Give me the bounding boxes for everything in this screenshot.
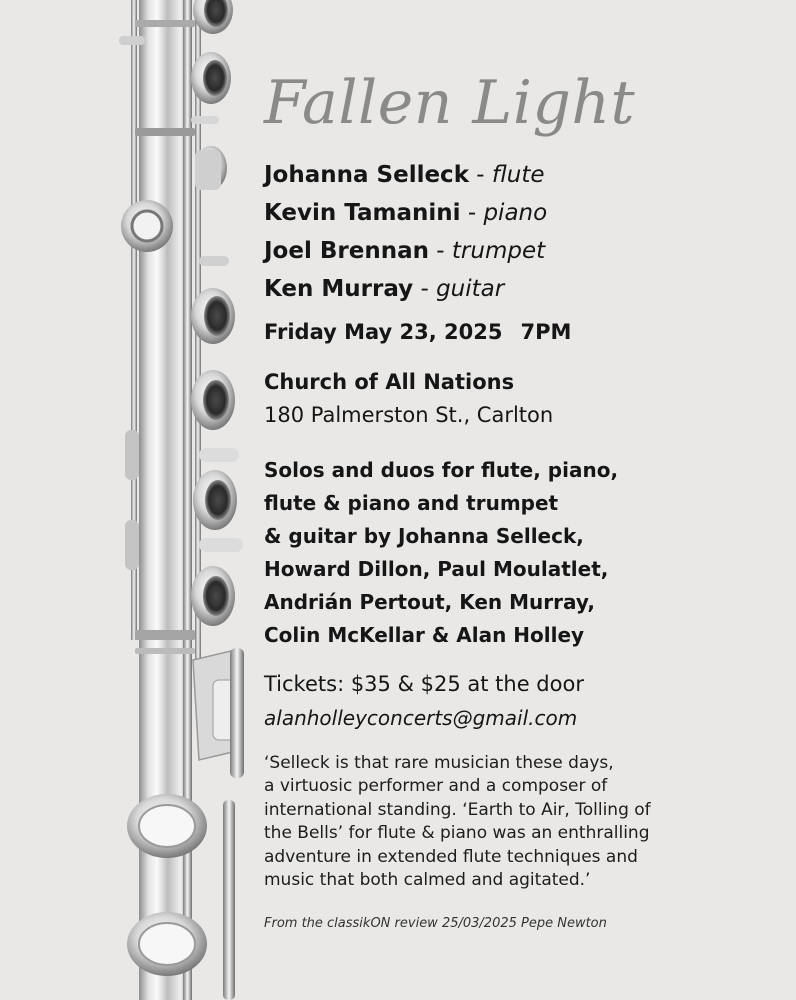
review-quote bbox=[264, 752, 651, 892]
performer-name: Ken Murray bbox=[264, 276, 414, 302]
quote-line: adventure in extended flute techniques and bbox=[264, 846, 638, 867]
program-description bbox=[264, 454, 618, 652]
performer-instrument: guitar bbox=[436, 276, 505, 302]
performer-instrument: flute bbox=[491, 162, 545, 188]
program-line: & guitar by Johanna Selleck, bbox=[264, 524, 584, 548]
quote-line: music that both calmed and agitated.’ bbox=[264, 870, 591, 891]
program-line: Andrián Pertout, Ken Murray, bbox=[264, 590, 595, 614]
program-line: Howard Dillon, Paul Moulatlet, bbox=[264, 557, 609, 581]
program-line: Colin McKellar & Alan Holley bbox=[264, 623, 585, 647]
quote-line: ‘Selleck is that rare musician these days, bbox=[264, 753, 614, 773]
concert-title: Fallen Light bbox=[264, 68, 636, 138]
performer-name: Kevin Tamanini bbox=[264, 200, 461, 226]
performer-item bbox=[264, 199, 547, 237]
quote-line: the Bells’ for flute & piano was an enthralling bbox=[264, 823, 650, 844]
event-date bbox=[264, 320, 571, 344]
venue-name: Church of All Nations bbox=[264, 370, 515, 394]
quote-line: international standing. ‘Earth to Air, Tolling of bbox=[264, 799, 651, 820]
flute-image bbox=[95, 0, 265, 1000]
event-day: Friday May 23, 2025 bbox=[264, 320, 503, 344]
separator: - bbox=[413, 276, 437, 302]
program-line: Solos and duos for flute, piano, bbox=[264, 458, 619, 482]
separator: - bbox=[428, 238, 452, 264]
ticket-info: Tickets: $35 & $25 at the door bbox=[264, 672, 584, 696]
performer-item bbox=[264, 237, 547, 275]
program-line: flute & piano and trumpet bbox=[264, 491, 559, 515]
performer-name: Johanna Selleck bbox=[264, 162, 469, 188]
performer-item bbox=[264, 161, 547, 199]
performer-item bbox=[264, 275, 547, 313]
contact-email: alanholleyconcerts@gmail.com bbox=[264, 706, 578, 730]
performer-instrument: trumpet bbox=[451, 238, 546, 264]
venue-address: 180 Palmerston St., Carlton bbox=[264, 403, 554, 427]
review-attribution: From the classikON review 25/03/2025 Pepe Newton bbox=[264, 916, 607, 931]
separator: - bbox=[469, 162, 492, 188]
performer-list bbox=[264, 161, 547, 313]
separator: - bbox=[460, 200, 484, 226]
performer-name: Joel Brennan bbox=[264, 238, 429, 264]
quote-line: a virtuosic performer and a composer of bbox=[264, 776, 608, 797]
performer-instrument: piano bbox=[483, 200, 548, 226]
event-time: 7PM bbox=[520, 320, 572, 344]
